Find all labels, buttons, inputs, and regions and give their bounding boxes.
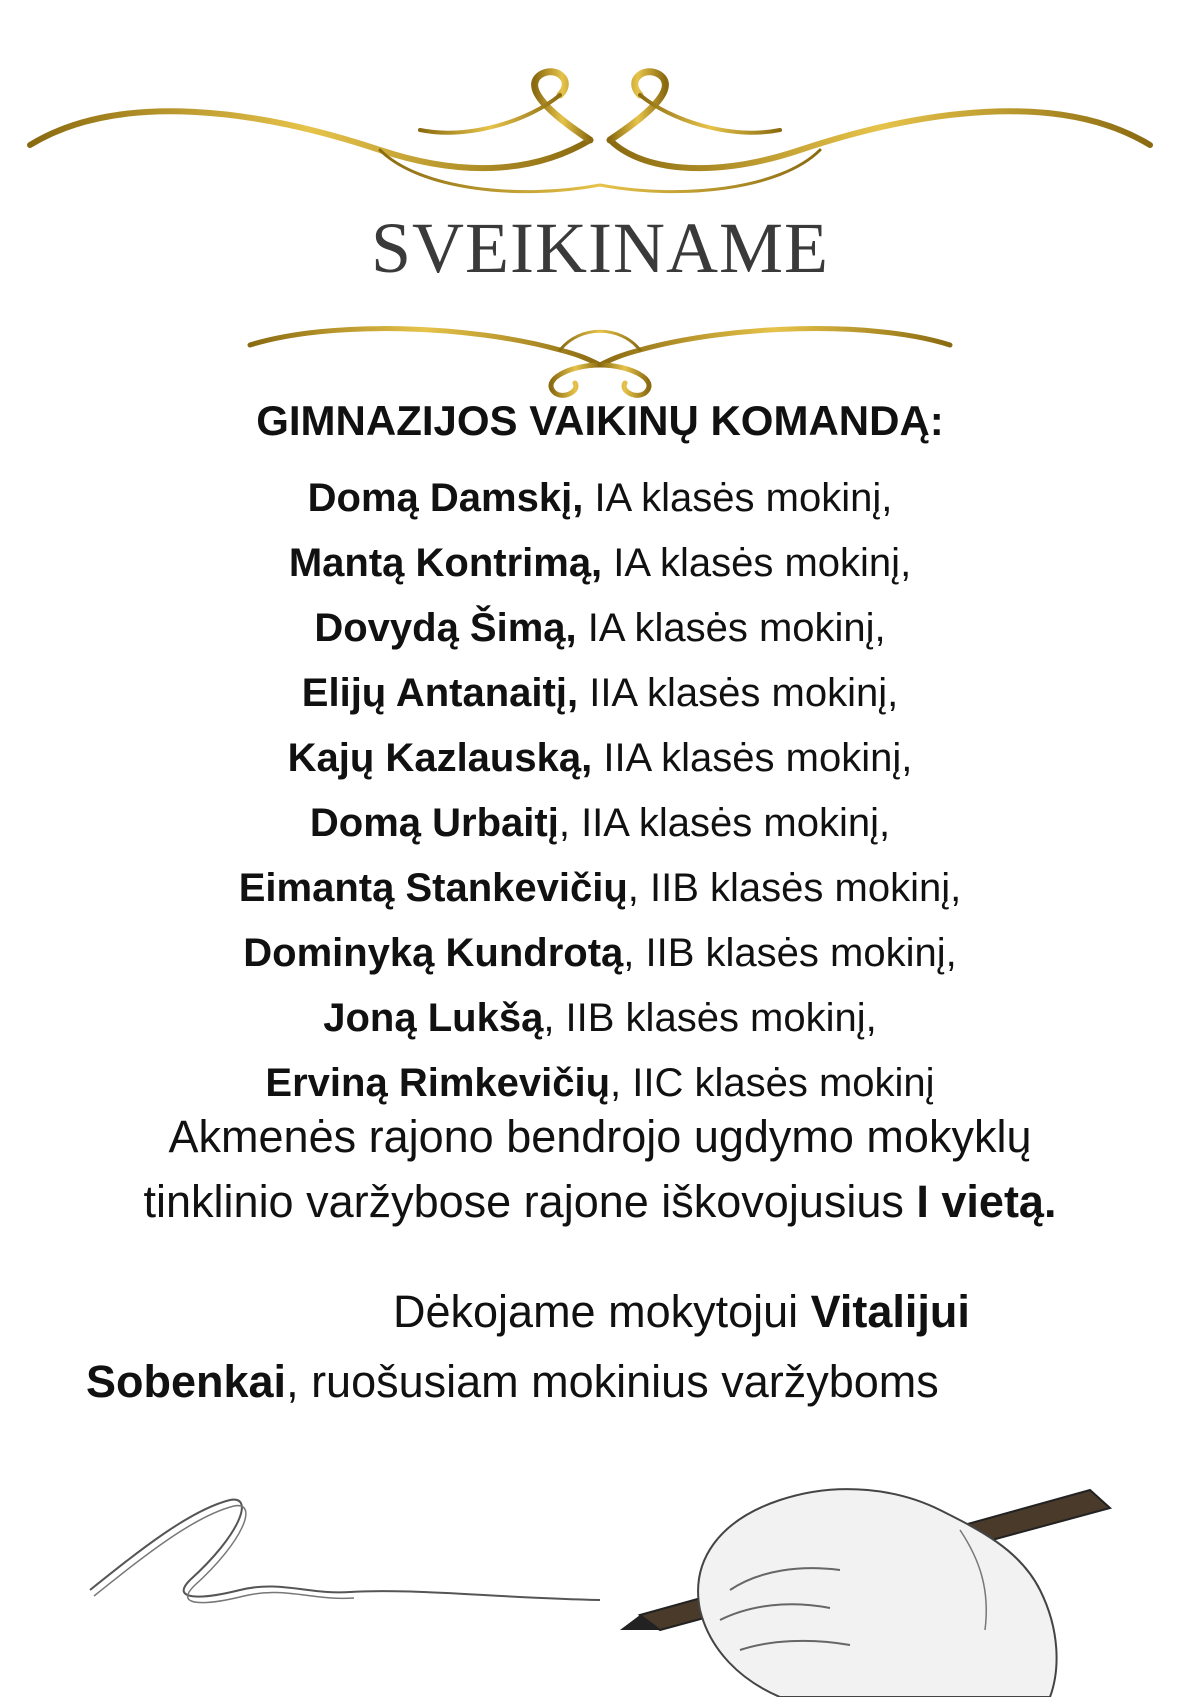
list-item	[0, 531, 1200, 596]
hand-signing-icon	[80, 1440, 1200, 1697]
student-class: , IIB klasės mokinį,	[623, 931, 957, 975]
student-class: , IIB klasės mokinį,	[627, 866, 962, 910]
student-class: IIA klasės mokinį,	[578, 671, 899, 715]
student-class: , IIB klasės mokinį,	[543, 996, 877, 1040]
student-name: Domą Damskį,	[307, 476, 584, 520]
list-item	[0, 726, 1200, 791]
achievement-line-1: Akmenės rajono bendrojo ugdymo mokyklų	[168, 1111, 1032, 1162]
list-item	[0, 791, 1200, 856]
achievement-place: I vietą.	[916, 1176, 1057, 1227]
thanks-line-1	[393, 1285, 970, 1339]
list-item	[0, 856, 1200, 921]
student-name: Elijų Antanaitį,	[301, 671, 579, 715]
list-item	[0, 596, 1200, 661]
list-item	[0, 921, 1200, 986]
student-name: Dovydą Šimą,	[314, 606, 577, 650]
achievement-text: tinklinio varžybose rajone iškovojusius	[143, 1176, 917, 1227]
student-class: IA klasės mokinį,	[602, 541, 912, 585]
student-name: Erviną Rimkevičių	[265, 1061, 611, 1105]
student-class: IIA klasės mokinį,	[592, 736, 913, 780]
gold-flourish-top-icon	[0, 60, 1200, 210]
gold-flourish-bottom-icon	[0, 305, 1200, 400]
teacher-last-name: Sobenkai	[86, 1356, 287, 1407]
thanks-text: , ruošusiam mokinius varžyboms	[286, 1356, 939, 1407]
student-name: Dominyką Kundrotą	[243, 931, 624, 975]
team-heading: GIMNAZIJOS VAIKINŲ KOMANDĄ:	[256, 397, 944, 444]
page-title: SVEIKINAME	[371, 208, 829, 288]
student-class: IA klasės mokinį,	[576, 606, 886, 650]
thanks-text: Dėkojame mokytojui	[393, 1286, 811, 1337]
list-item	[0, 986, 1200, 1051]
student-class: , IIC klasės mokinį	[610, 1061, 935, 1105]
achievement-line-2	[0, 1175, 1200, 1229]
student-name: Mantą Kontrimą,	[288, 541, 603, 585]
list-item	[0, 1051, 1200, 1116]
thanks-line-2	[86, 1355, 939, 1409]
team-list	[0, 466, 1200, 1116]
student-name: Domą Urbaitį	[309, 801, 559, 845]
student-name: Eimantą Stankevičių	[238, 866, 628, 910]
student-class: IA klasės mokinį,	[583, 476, 893, 520]
list-item	[0, 466, 1200, 531]
student-name: Joną Lukšą	[323, 996, 544, 1040]
teacher-first-name: Vitalijui	[810, 1286, 970, 1337]
student-class: , IIA klasės mokinį,	[558, 801, 891, 845]
list-item	[0, 661, 1200, 726]
student-name: Kajų Kazlauską,	[287, 736, 593, 780]
